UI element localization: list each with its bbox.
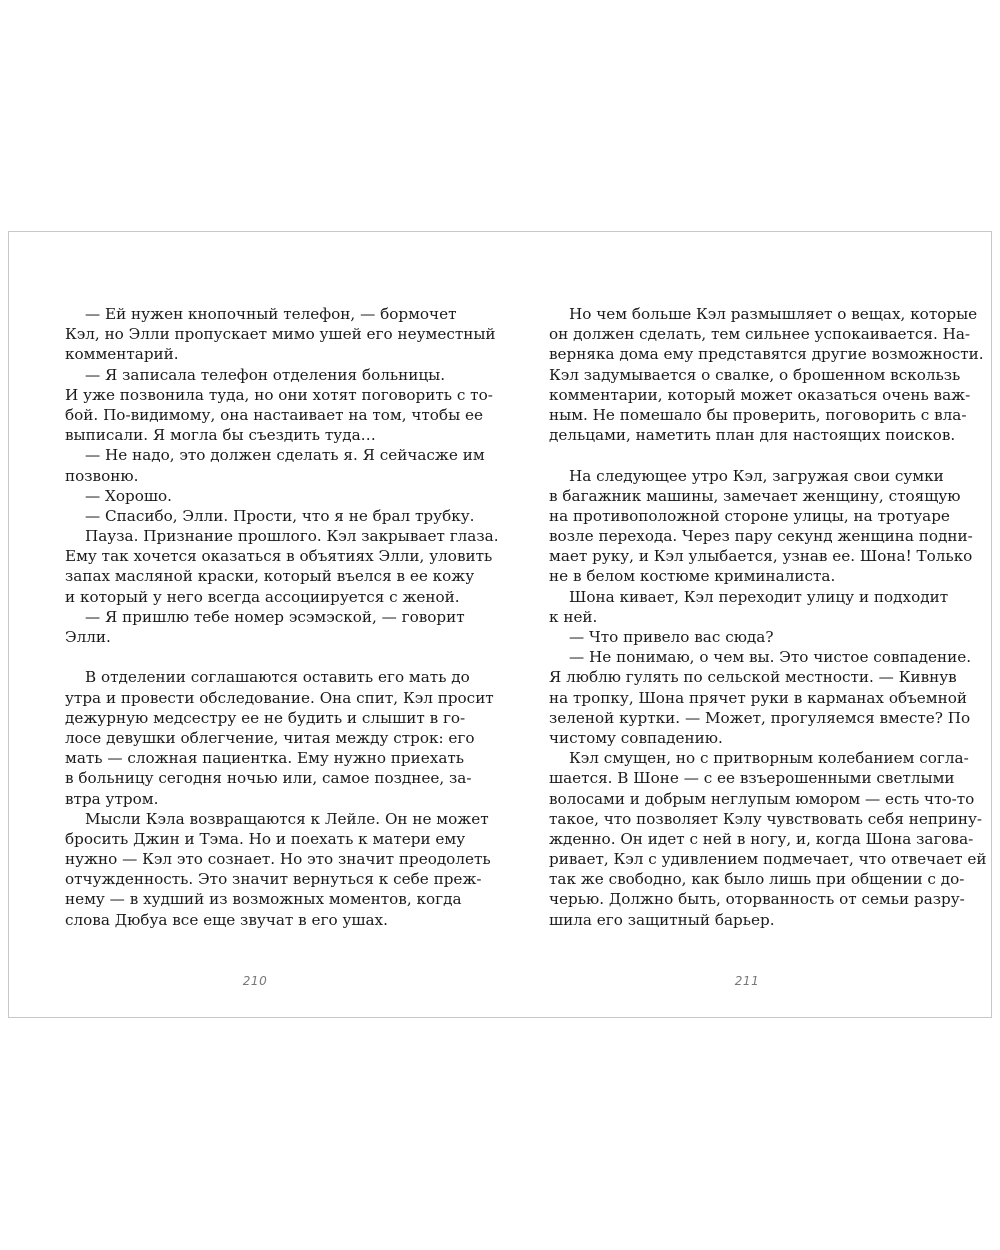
right-page-body-text [549, 304, 987, 930]
text-line: На следующее утро Кэл, загружая свои сумки [569, 466, 944, 485]
text-line: на противоположной стороне улицы, на тротуаре [549, 506, 950, 525]
text-line: нему — в худший из возможных моментов, когда [65, 890, 462, 909]
text-line: — Ей нужен кнопочный телефон, — бормочет [85, 305, 457, 323]
text-line: такое, что позволяет Кэлу чувствовать себя неприну- [549, 809, 983, 828]
text-line: бой. По-видимому, она настаивает на том, чтобы ее [65, 405, 483, 424]
text-line: он должен сделать, тем сильнее успокаивается. На- [549, 325, 971, 344]
text-line: утра и провести обследование. Она спит, Кэл просит [65, 688, 494, 707]
text-line: лосе девушки облегчение, читая между строк: его [65, 728, 475, 747]
text-line: в багажник машины, замечает женщину, стоящую [549, 486, 961, 505]
text-line: Шона кивает, Кэл переходит улицу и подходит [569, 587, 949, 606]
text-line: позвоню. [65, 466, 139, 485]
text-line: слова Дюбуа все еще звучат в его ушах. [65, 910, 388, 929]
text-line: возле перехода. Через пару секунд женщина подни- [549, 527, 973, 546]
text-line: — Что привело вас сюда? [569, 628, 774, 646]
text-line: Кэл, но Элли пропускает мимо ушей его неуместный [65, 325, 496, 344]
text-line: зеленой куртки. — Может, прогуляемся вместе? По [549, 708, 971, 727]
text-line: Мысли Кэла возвращаются к Лейле. Он не может [85, 809, 489, 828]
text-line: ным. Не помешало бы проверить, поговорить с вла- [549, 405, 967, 424]
text-line: верняка дома ему представятся другие возможности. [549, 345, 984, 364]
text-line: ривает, Кэл с удивлением подмечает, что отвечает ей [549, 850, 987, 869]
text-line: — Не понимаю, о чем вы. Это чистое совпадение. [569, 648, 972, 667]
text-line: запах масляной краски, который въелся в ее кожу [65, 567, 475, 586]
text-line: дельцами, наметить план для настоящих поисков. [549, 426, 956, 445]
text-line: — Не надо, это должен сделать я. Я сейчасже им [85, 446, 485, 465]
text-line: к ней. [549, 607, 598, 626]
text-line: отчужденность. Это значит вернуться к себе преж- [65, 870, 482, 889]
text-line: — Я пришлю тебе номер эсэмэской, — говорит [85, 607, 465, 626]
text-line: И уже позвонила туда, но они хотят поговорить с то- [65, 385, 493, 404]
text-line: Я люблю гулять по сельской местности. — Кивнув [549, 668, 957, 687]
right-page-number: 211 [734, 974, 760, 988]
text-line: чистому совпадению. [549, 728, 723, 747]
text-line: мает руку, и Кэл улыбается, узнав ее. Шона! Только [549, 547, 973, 566]
text-line: не в белом костюме криминалиста. [549, 567, 836, 586]
text-line: бросить Джин и Тэма. Но и поехать к матери ему [65, 829, 466, 848]
text-line: втра утром. [65, 789, 159, 808]
text-line: комментарии, который может оказаться очень важ- [549, 385, 971, 404]
text-line: шается. В Шоне — с ее взъерошенными светлыми [549, 769, 955, 788]
text-line: нужно — Кэл это сознает. Но это значит преодолеть [65, 850, 491, 869]
text-line: дежурную медсестру ее не будить и слышит в го- [65, 708, 466, 727]
book-spread [8, 231, 992, 1018]
paragraph-break [549, 445, 929, 465]
text-line: Пауза. Признание прошлого. Кэл закрывает глаза. [85, 527, 499, 546]
text-line: — Спасибо, Элли. Прости, что я не брал трубку. [85, 506, 475, 525]
text-line: волосами и добрым неглупым юмором — есть что-то [549, 789, 975, 808]
text-line: мать — сложная пациентка. Ему нужно приехать [65, 749, 465, 768]
left-page-number: 210 [242, 974, 268, 988]
text-line: — Хорошо. [85, 486, 172, 505]
paragraph-break [65, 647, 439, 667]
text-line: и который у него всегда ассоциируется с женой. [65, 587, 460, 606]
text-line: на тропку, Шона прячет руки в карманах объемной [549, 688, 967, 707]
right-page [501, 232, 993, 1017]
text-line: В отделении соглашаются оставить его мать до [85, 668, 470, 687]
text-line: — Я записала телефон отделения больницы. [85, 365, 446, 384]
text-line: комментарий. [65, 345, 179, 364]
text-line: Ему так хочется оказаться в объятиях Элли, уловить [65, 547, 493, 566]
left-page-body-text [65, 304, 499, 930]
text-line: Кэл смущен, но с притворным колебанием согла- [569, 749, 969, 768]
text-line: Элли. [65, 628, 111, 646]
text-line: в больницу сегодня ночью или, самое позднее, за- [65, 769, 472, 788]
text-line: жденно. Он идет с ней в ногу, и, когда Шона загова- [549, 829, 974, 848]
text-line: черью. Должно быть, оторванность от семьи разру- [549, 890, 965, 909]
left-page [9, 232, 501, 1017]
text-line: шила его защитный барьер. [549, 910, 775, 929]
text-line: так же свободно, как было лишь при общении с до- [549, 870, 965, 889]
text-line: Но чем больше Кэл размышляет о вещах, которые [569, 305, 978, 323]
text-line: Кэл задумывается о свалке, о брошенном вскользь [549, 365, 961, 384]
text-line: выписали. Я могла бы съездить туда… [65, 426, 376, 445]
